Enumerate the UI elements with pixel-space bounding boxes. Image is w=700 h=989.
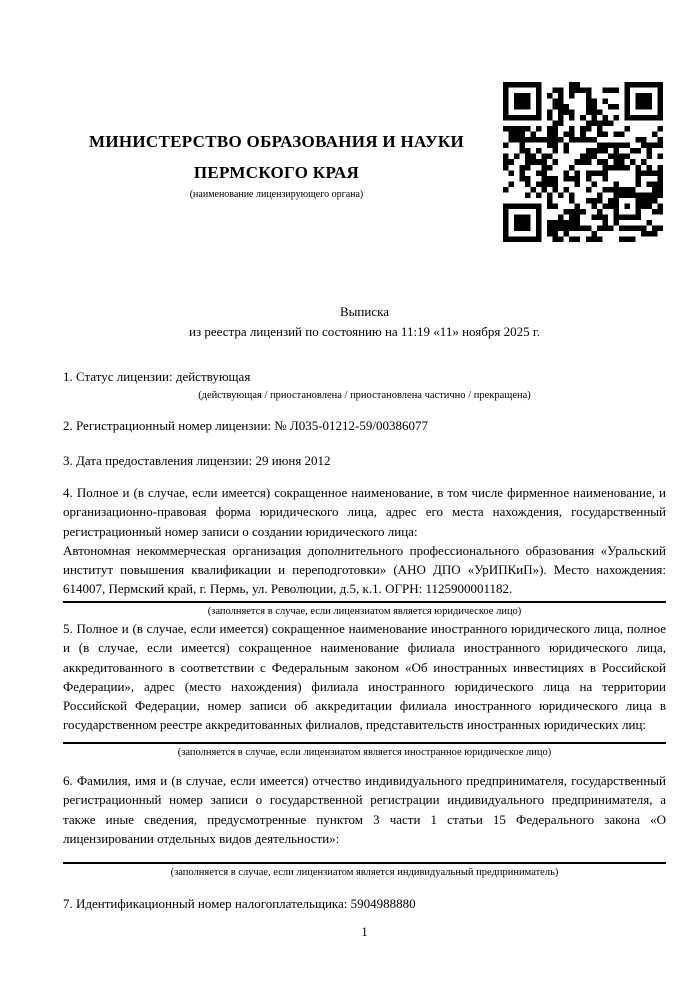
ministry-subtitle: (наименование лицензирующего органа) (189, 189, 364, 200)
item-4-answer: Автономная некоммерческая организация дополнительного профессионального образования «Уральский институт повышения квалификации и переподготовки» (АНО ДПО «УрИПКиП»). Место нахождения: 614007, Пермский край, г. Пермь, ул. Революции, д.5, к.1. ОГРН: 1125900001182. (63, 542, 666, 597)
issuing-authority-header (63, 126, 490, 201)
item-5-caption: (заполняется в случае, если лицензиатом является иностранное юридическое лицо) (177, 746, 552, 758)
item-4-fill-line (63, 601, 666, 603)
item-4-question: 4. Полное и (в случае, если имеется) сокращенное наименование, в том числе фирменное наименование, и организационно-правовая форма юридического лица, адрес его места нахождения, государственный регистрационный номер записи о создании юридического лица: (63, 485, 666, 539)
item-2-registration-number (63, 416, 666, 436)
document-title-line2: из реестра лицензий по состоянию на 11:19 «11» ноября 2025 г. (189, 324, 540, 339)
item-1-license-status (63, 367, 666, 402)
item-5-fill-line (63, 742, 666, 744)
item-6-caption: (заполняется в случае, если лицензиатом является индивидуальный предприниматель) (170, 867, 559, 879)
item-7-text: 7. Идентификационный номер налогоплательщика: 5904988880 (63, 896, 416, 911)
ministry-name-line2: ПЕРМСКОГО КРАЯ (193, 163, 360, 182)
document-title-line1: Выписка (340, 304, 389, 319)
item-7-taxpayer-number (63, 894, 666, 914)
item-3-text: 3. Дата предоставления лицензии: 29 июня 2012 (63, 453, 331, 468)
item-2-text: 2. Регистрационный номер лицензии: № Л035-01212-59/00386077 (63, 418, 429, 433)
item-6-question: 6. Фамилия, имя и (в случае, если имеется) отчество индивидуального предпринимателя, государственный регистрационный номер записи о государственной регистрации индивидуального предпринимателя, а также иные сведения, предусмотренные пунктом 3 части 1 статьи 15 Федерального закона «О лицензировании отдельных видов деятельности»: (63, 773, 666, 846)
ministry-name-line1: МИНИСТЕРСТВО ОБРАЗОВАНИЯ И НАУКИ (88, 132, 465, 151)
item-1-caption: (действующая / приостановлена / приостановлена частично / прекращена) (198, 390, 531, 401)
item-5-foreign-entity (63, 619, 666, 759)
document-title (63, 302, 666, 342)
item-1-text: 1. Статус лицензии: действующая (63, 369, 251, 384)
item-4-legal-entity (63, 483, 666, 618)
item-6-individual-entrepreneur (63, 771, 666, 879)
page-number: 1 (361, 925, 368, 939)
qr-code (503, 82, 663, 242)
item-6-fill-line (63, 862, 666, 864)
item-4-caption: (заполняется в случае, если лицензиатом является юридическое лицо) (207, 605, 522, 617)
item-5-question: 5. Полное и (в случае, если имеется) сокращенное наименование иностранного юридического лица, полное и (в случае, если имеется) сокращенное наименование филиала иностранного юридического лица, аккредитованного в соответствии с Федеральным законом «Об иностранных инвестициях в Российской Федерации», адрес (место нахождения) филиала иностранного юридического лица на территории Российской Федерации, номер записи об аккредитации филиала иностранного юридического лица в государственном реестре аккредитованных филиалов, представительств иностранных юридических лиц: (63, 621, 666, 733)
item-3-license-date (63, 451, 666, 471)
